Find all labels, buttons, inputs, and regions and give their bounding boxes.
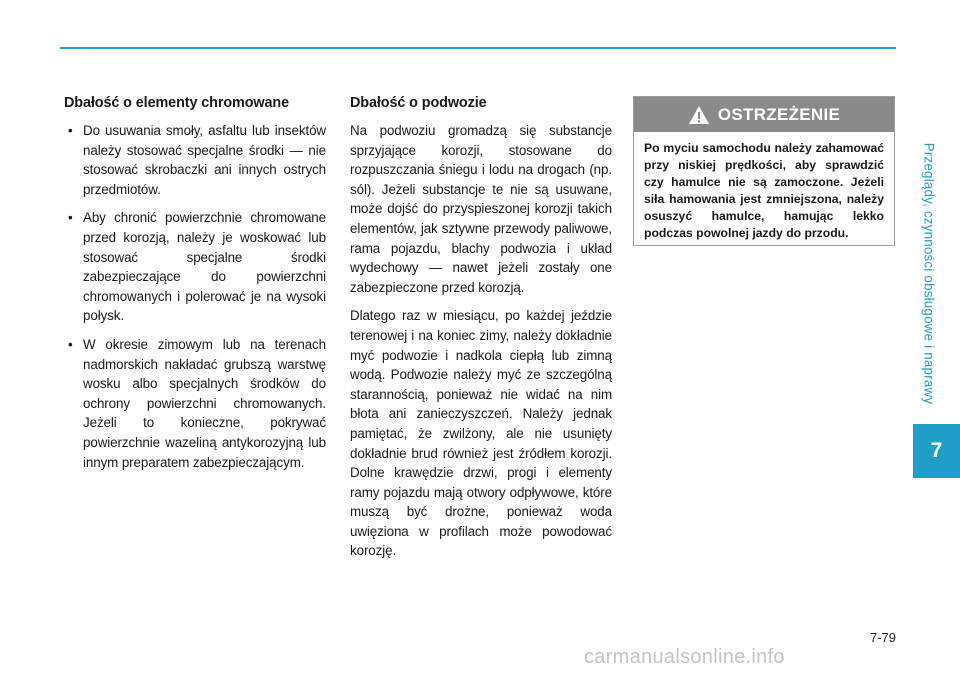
underbody-care-heading: Dbałość o podwozie (350, 95, 487, 111)
page-number: 7-79 (869, 630, 896, 645)
underbody-care-section (350, 94, 612, 570)
list-item: • W okresie zimowym lub na terenach nadmorskich nakładać grubszą warstwę wosku albo specjalnych środków do ochrony powierzchni chromowanych. Jeżeli to konieczne, pokrywać powierzchnie wazeliną antykorozyjną lub innym preparatem zabezpieczającym. (64, 335, 326, 472)
warning-triangle-icon (688, 105, 710, 125)
chrome-care-section (64, 94, 326, 481)
header-rule (60, 47, 896, 49)
paragraph: Dlatego raz w miesiącu, po każdej jeździe terenowej i na koniec zimy, należy dokładnie myć podwozie i nadkola ciepłą lub zimną wodą. Podwozie należy myć ze szczególną starannością, ponieważ nie widać na nim błota ani zanieczyszczeń. Należy jednak pamiętać, że zwilżony, ale nie usunięty dokładnie brud również jest źródłem korozji. Dolne krawędzie drzwi, progi i elementy ramy pojazdu mają otwory odpływowe, które muszą być drożne, ponieważ woda uwięziona w profilach może powodować korozję. (350, 308, 612, 559)
chrome-care-list (64, 121, 326, 472)
chapter-side-label (915, 132, 943, 414)
list-item: • Aby chronić powierzchnie chromowane przed korozją, należy je woskować lub stosować specjalne środki zabezpieczające do powierzchni chromowanych i polerować je na wysoki połysk. (64, 208, 326, 326)
warning-box (633, 96, 895, 246)
warning-header (634, 97, 894, 132)
chapter-number-tab: 7 (913, 424, 960, 478)
list-item: • Do usuwania smoły, asfaltu lub insektów należy stosować specjalne środki — nie stosować skrobaczki ani innych ostrych przedmiotów. (64, 121, 326, 199)
chapter-title: Przeglądy, czynności obsługowe i naprawy (921, 142, 937, 404)
chrome-care-heading: Dbałość o elementy chromowane (64, 95, 290, 111)
warning-text: Po myciu samochodu należy zahamować przy niskiej prędkości, aby sprawdzić czy hamulce nie są zamoczone. Jeżeli siła hamowania jest zmniejszona, należy osuszyć hamulce, hamując lekko podczas powolnej jazdy do przodu. (644, 141, 884, 240)
paragraph: Na podwoziu gromadzą się substancje sprzyjające korozji, stosowane do rozpuszczania śniegu i lodu na drogach (np. sól). Jeżeli substancje te nie są usuwane, może dojść do przyspieszonej korozji takich elementów, jak sztywne przewody paliwowe, rama pojazdu, blachy podwozia i układ wydechowy — nawet jeżeli zostały one zabezpieczone przed korozją. (350, 123, 612, 295)
warning-title: OSTRZEŻENIE (717, 104, 841, 124)
watermark: carmanualsonline.info (584, 646, 785, 668)
